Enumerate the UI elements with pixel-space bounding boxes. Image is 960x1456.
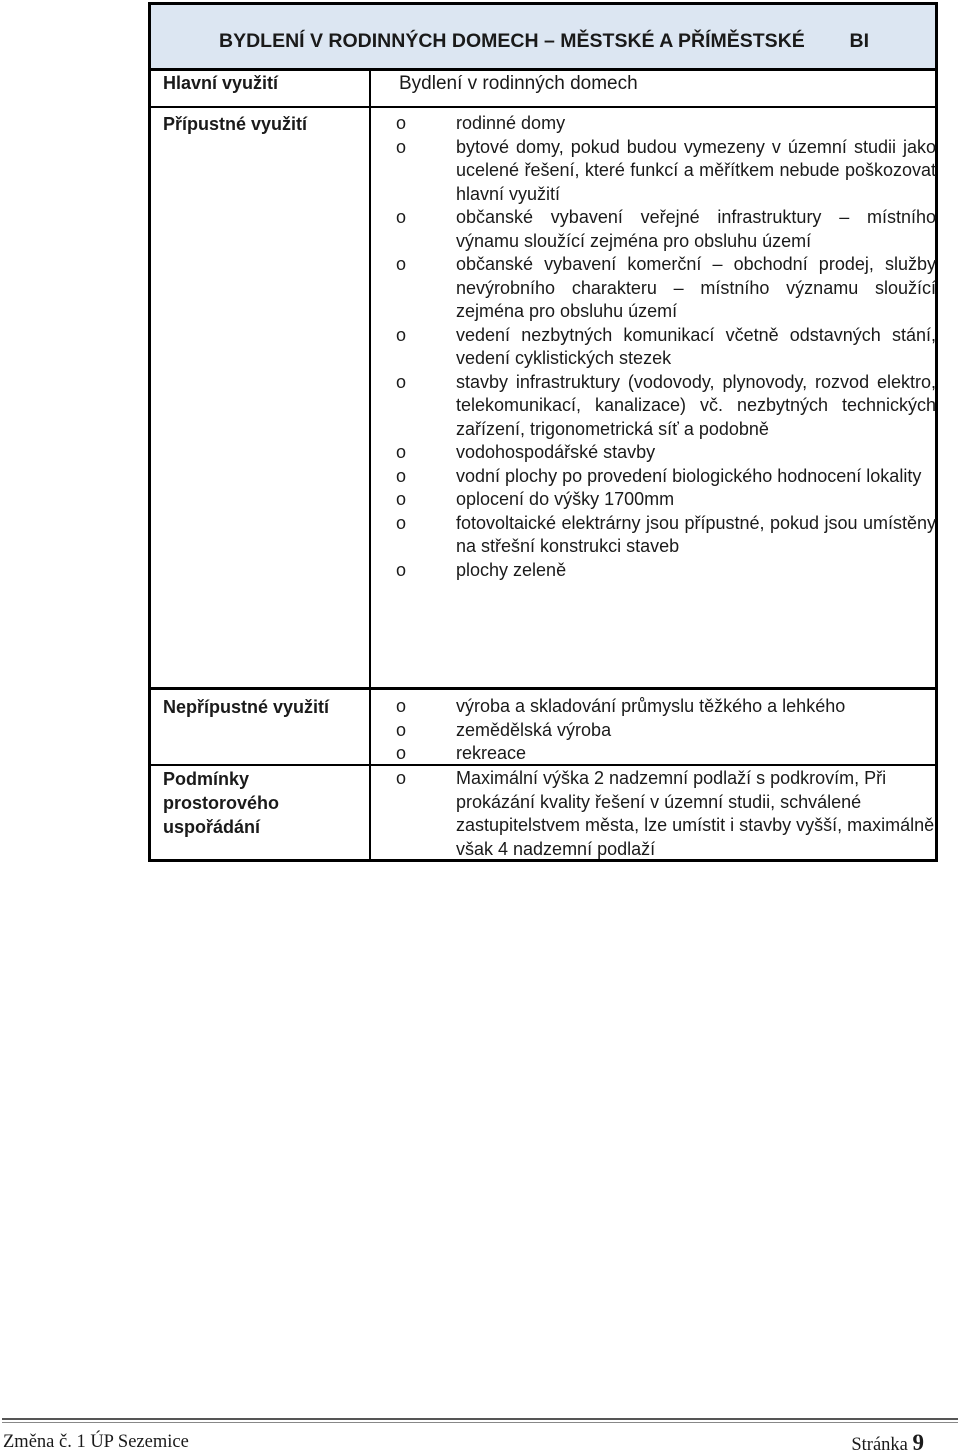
bullet: o: [396, 324, 407, 345]
list-item-text: občanské vybavení komerční – obchodní prodej, služby nevýrobního charakteru – místního významu sloužící zejména pro obsluhu území: [456, 254, 936, 321]
footer-page-number: [851, 1430, 924, 1456]
main-use-value: Bydlení v rodinných domech: [399, 73, 638, 94]
main-use-label: Hlavní využití: [163, 73, 279, 93]
footer-rule: [2, 1418, 958, 1420]
row-divider: [151, 106, 935, 108]
page-label: Stránka: [851, 1435, 908, 1455]
row-divider: [151, 687, 935, 690]
bullet: o: [396, 136, 407, 157]
bullet: o: [396, 743, 407, 763]
list-item-text: Maximální výška 2 nadzemní podlaží s podkrovím, Při prokázání kvality řešení v územní studii, schválené zastupitelstvem města, lze umístit i stavby vyšší, maximálně však 4 nadzemní podlaží: [456, 768, 935, 859]
list-item: [396, 719, 936, 743]
list-item: [396, 324, 936, 371]
page-number: 9: [912, 1430, 924, 1455]
bullet: o: [396, 768, 407, 788]
bullet: o: [396, 254, 407, 274]
list-item: [396, 371, 936, 442]
list-item: [396, 112, 936, 136]
list-item-text: rodinné domy: [456, 113, 566, 133]
list-item-text: výroba a skladování průmyslu těžkého a lehkého: [456, 696, 846, 716]
footer-rule: [2, 1422, 958, 1423]
bullet: o: [396, 512, 407, 533]
spatial-conditions-label: Podmínky prostorového uspořádání: [163, 769, 280, 837]
list-item: [396, 767, 936, 861]
bullet: o: [396, 696, 407, 716]
list-item: [396, 253, 936, 324]
bullet: o: [396, 442, 407, 462]
zoning-table: [148, 2, 938, 862]
table-header: [151, 5, 935, 71]
list-item: [396, 206, 936, 253]
bullet: o: [396, 489, 407, 509]
list-item-text: vedení nezbytných komunikací včetně odstavných stání, vedení cyklistických stezek: [456, 324, 936, 368]
bullet: o: [396, 207, 407, 227]
list-item: [396, 695, 936, 719]
table-title: BYDLENÍ V RODINNÝCH DOMECH – MĚSTSKÉ A PŘÍMĚSTSKÉ: [219, 30, 805, 52]
list-item: [396, 512, 936, 559]
list-item-text: vodohospodářské stavby: [456, 442, 656, 462]
list-item: [396, 441, 936, 465]
list-item: [396, 488, 936, 512]
list-item: [396, 465, 936, 489]
bullet: o: [396, 559, 407, 580]
list-item: [396, 136, 936, 207]
prohibited-use-list: [396, 695, 936, 766]
bullet: o: [396, 371, 407, 392]
list-item-text: rekreace: [456, 743, 527, 763]
permitted-use-list: [396, 112, 936, 582]
list-item-text: plochy zeleně: [456, 559, 567, 580]
permitted-use-label: Přípustné využití: [163, 114, 308, 134]
list-item-text: oplocení do výšky 1700mm: [456, 489, 675, 509]
list-item-text: zemědělská výroba: [456, 719, 612, 740]
prohibited-use-label: Nepřípustné využití: [163, 697, 330, 717]
column-divider: [369, 71, 371, 860]
bullet: o: [396, 113, 407, 133]
spatial-conditions-list: [396, 767, 936, 861]
list-item-text: vodní plochy po provedení biologického hodnocení lokality: [456, 465, 922, 486]
list-item-text: občanské vybavení veřejné infrastruktury – místního výnamu sloužící zejména pro obsluhu území: [456, 207, 936, 251]
list-item: [396, 559, 936, 583]
list-item-text: bytové domy, pokud budou vymezeny v územní studii jako ucelené řešení, které funkcí a měřítkem nebude poškozovat hlavní využití: [456, 136, 936, 204]
list-item-text: fotovoltaické elektrárny jsou přípustné, pokud jsou umístěny na střešní konstrukci staveb: [456, 512, 936, 556]
bullet: o: [396, 719, 407, 740]
list-item-text: stavby infrastruktury (vodovody, plynovody, rozvod elektro, telekomunikací, kanalizace) vč. nezbytných technických zařízení, trigonometrická síť a podobně: [456, 371, 936, 439]
zone-code: BI: [849, 30, 869, 52]
bullet: o: [396, 465, 407, 486]
list-item: [396, 742, 936, 766]
footer-document-name: Změna č. 1 ÚP Sezemice: [3, 1432, 189, 1452]
